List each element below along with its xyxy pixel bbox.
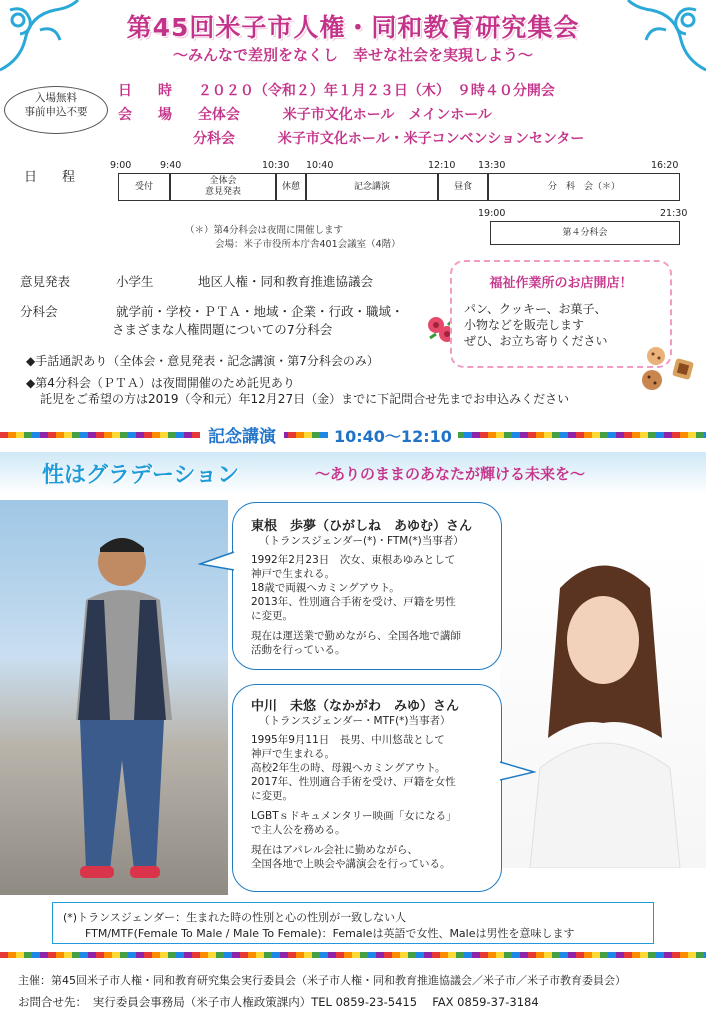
speaker-name: 中川 未悠（なかがわ みゆ）さん bbox=[251, 699, 460, 714]
speaker-photo-male bbox=[0, 500, 228, 895]
section-line2: さまざまな人権問題についての7分科会 bbox=[112, 322, 333, 337]
bio-line: 1992年2月23日 次女、東根あゆみとして bbox=[251, 554, 456, 566]
plenary-venue: 米子市文化ホール メインホール bbox=[282, 107, 492, 123]
section-program-label: 分科会 bbox=[20, 304, 58, 319]
venue-row-section bbox=[193, 128, 584, 148]
section-venue: 米子市文化ホール・米子コンベンションセンター bbox=[277, 131, 585, 147]
schedule-time: 10:30 bbox=[262, 160, 290, 171]
section-line1: 就学前・学校・ＰＴＡ・地域・企業・行政・職域・ bbox=[115, 304, 404, 319]
cookie-icon bbox=[640, 346, 700, 396]
schedule-night-item: 第４分科会 bbox=[490, 221, 680, 245]
bio-line: 2017年、性別適合手術を受け、戸籍を女性 bbox=[251, 776, 456, 788]
definitions-box bbox=[52, 902, 654, 944]
schedule-item: 受付 bbox=[118, 173, 170, 201]
schedule-night-time: 19:00 bbox=[478, 208, 506, 219]
section-label: 分科会 bbox=[193, 131, 235, 147]
footer-contact: お問合せ先： 実行委員会事務局（米子市人権政策課内）TEL 0859-23-5415 FAX 0859-37-3184 bbox=[18, 995, 539, 1009]
schedule-item: 全体会 意見発表 bbox=[170, 173, 276, 201]
schedule-item: 記念講演 bbox=[306, 173, 438, 201]
bio-line: 2013年、性別適合手術を受け、戸籍を男性 bbox=[251, 596, 456, 608]
bio-line: LGBTｓドキュメンタリー映画「女になる」 bbox=[251, 810, 457, 822]
schedule-time: 13:30 bbox=[478, 160, 506, 171]
speaker-card-nakagawa bbox=[232, 684, 502, 892]
bio-line: 18歳で両親へカミングアウト。 bbox=[251, 582, 400, 594]
schedule-note: （＊）第4分科会は夜間に開催します bbox=[185, 225, 344, 236]
schedule-time: 10:40 bbox=[306, 160, 334, 171]
speaker-bio bbox=[251, 553, 461, 657]
shop-line-3: ぜひ、お立ち寄りください bbox=[464, 334, 608, 348]
note-childcare: ◆第4分科会（ＰＴＡ）は夜間開催のため託児あり bbox=[26, 376, 295, 390]
date-value: ２０２０（令和２）年１月２３日（木） ９時４０分開会 bbox=[197, 83, 555, 99]
no-registration: 事前申込不要 bbox=[24, 106, 88, 118]
bio-line: 神戸で生まれる。 bbox=[251, 568, 335, 580]
bio-line: 全国各地で上映会や講演会を行っている。 bbox=[251, 858, 451, 870]
lecture-label: 記念講演 bbox=[200, 422, 284, 447]
date-label: 日 時 bbox=[118, 83, 178, 99]
date-row bbox=[118, 80, 555, 100]
opinion-row bbox=[20, 272, 373, 290]
shop-title: 福祉作業所のお店開店！ bbox=[489, 276, 633, 291]
venue-row-plenary bbox=[118, 104, 492, 124]
bio-line: 現在は運送業で勤めながら、全国各地で講師 bbox=[251, 630, 461, 642]
opinion-speaker-student: 小学生 bbox=[115, 274, 154, 289]
speaker-card-higashine bbox=[232, 502, 502, 670]
lecture-theme-sub: ～ありのままのあなたが輝ける未来を～ bbox=[315, 465, 586, 483]
schedule-item: 休憩 bbox=[276, 173, 306, 201]
schedule-item: 昼食 bbox=[438, 173, 488, 201]
footer-host: 主催：第45回米子市人権・同和教育研究集会実行委員会（米子市人権・同和教育推進協議会／米子市／米子市教育委員会） bbox=[18, 974, 626, 987]
schedule-note-venue: 会場：米子市役所本庁舎401会議室（4階） bbox=[215, 239, 401, 250]
bio-line: 活動を行っている。 bbox=[251, 644, 346, 656]
admission-bubble bbox=[4, 86, 108, 134]
schedule-time: 9:40 bbox=[160, 160, 182, 171]
rainbow-divider-bottom bbox=[0, 952, 706, 958]
speaker-name: 東根 歩夢（ひがしね あゆむ）さん bbox=[251, 519, 473, 534]
lecture-theme: 性はグラデーション bbox=[42, 463, 240, 488]
bio-line: 神戸で生まれる。 bbox=[251, 748, 335, 760]
schedule-label: 日 程 bbox=[24, 170, 82, 185]
plenary-label: 全体会 bbox=[197, 107, 240, 123]
bio-line: 高校2年生の時、母親へカミングアウト。 bbox=[251, 762, 446, 774]
speaker-role: （トランスジェンダー・MTF(*)当事者） bbox=[259, 715, 451, 727]
page-title: 第45回米子市人権・同和教育研究集会 bbox=[126, 13, 580, 42]
opinion-speaker-council: 地区人権・同和教育推進協議会 bbox=[197, 274, 373, 289]
bio-line: で主人公を務める。 bbox=[251, 824, 346, 836]
bio-line: 1995年9月11日 長男、中川悠哉として bbox=[251, 734, 445, 746]
speaker-bio bbox=[251, 733, 457, 871]
note-childcare-apply: 託児をご希望の方は2019（令和元）年12月27日（金）までに下記問合せ先までお申込みください bbox=[40, 392, 570, 406]
shop-line-1: パン、クッキー、お菓子、 bbox=[464, 302, 607, 316]
bio-line: に変更。 bbox=[251, 790, 293, 802]
shop-line-2: 小物などを販売します bbox=[464, 318, 585, 332]
schedule-night-time: 21:30 bbox=[660, 208, 688, 219]
venue-label: 会 場 bbox=[118, 107, 178, 123]
admission-free: 入場無料 bbox=[35, 92, 77, 104]
speaker-photo-female bbox=[500, 548, 706, 868]
section-row bbox=[20, 302, 404, 320]
schedule-time: 16:20 bbox=[651, 160, 679, 171]
bio-line: 現在はアパレル会社に勤めながら、 bbox=[251, 844, 418, 856]
lecture-time: 10:40～12:10 bbox=[328, 424, 458, 447]
definition-transgender: (*)トランスジェンダー：生まれた時の性別と心の性別が一致しない人 bbox=[63, 911, 407, 924]
schedule-item: 分 科 会（＊） bbox=[488, 173, 680, 201]
opinion-label: 意見発表 bbox=[20, 274, 71, 289]
speaker-role: （トランスジェンダー(*)・FTM(*)当事者） bbox=[259, 535, 464, 547]
schedule-time: 9:00 bbox=[110, 160, 132, 171]
speech-tail-left bbox=[198, 550, 236, 578]
shop-notice bbox=[450, 260, 672, 368]
page-subtitle: ～みんなで差別をなくし 幸せな社会を実現しよう～ bbox=[172, 46, 533, 64]
definition-ftm-mtf: FTM/MTF(Female To Male / Male To Female)：Femaleは英語で女性、Maleは男性を意味します bbox=[85, 927, 575, 940]
schedule-time: 12:10 bbox=[428, 160, 456, 171]
speech-tail-right bbox=[498, 760, 536, 788]
bio-line: に変更。 bbox=[251, 610, 293, 622]
note-sign-language: ◆手話通訳あり（全体会・意見発表・記念講演・第7分科会のみ） bbox=[26, 354, 379, 368]
